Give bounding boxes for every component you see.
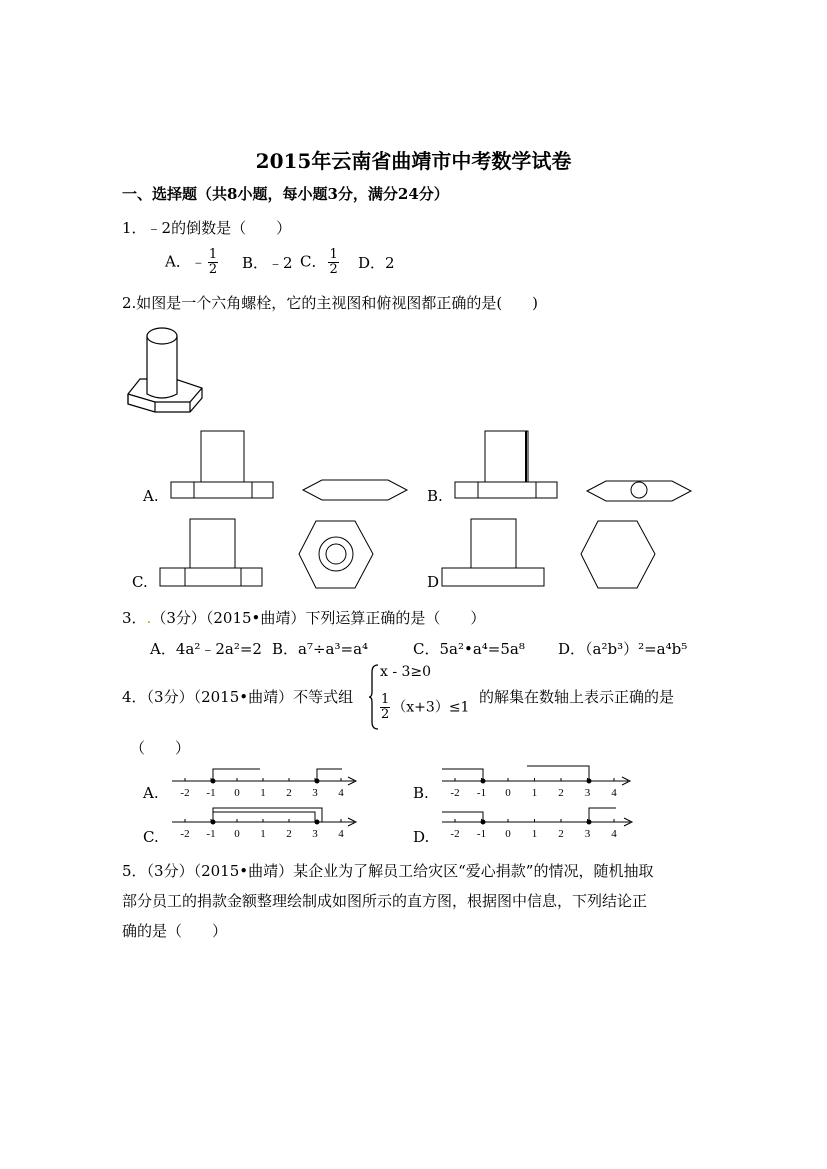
q3-option-d: D．（a²b³）²=a⁴b⁵ bbox=[558, 640, 688, 658]
q4-c-point-right bbox=[315, 820, 320, 825]
q3-stem bbox=[122, 607, 485, 628]
q1-option-b: B．﹣2 bbox=[242, 254, 293, 272]
q2-option-a-front-view bbox=[170, 430, 274, 500]
q4-stem-b: 的解集在数轴上表示正确的是 bbox=[479, 688, 675, 706]
q4-tick-label-c-1: -1 bbox=[206, 828, 216, 840]
q4-tick-label-c-4: 2 bbox=[286, 828, 292, 840]
section-heading: 一、选择题（共8小题，每小题3分，满分24分） bbox=[122, 185, 449, 203]
q4-tick-label-d-0: -2 bbox=[450, 828, 460, 840]
q2-label-b: B. bbox=[427, 487, 443, 505]
q4-ineq2-rest: （x+3）≤1 bbox=[392, 699, 470, 716]
q4-stem-a: 4．（3分）（2015•曲靖）不等式组 bbox=[122, 688, 354, 706]
q4-tick-label-d-4: 2 bbox=[558, 828, 564, 840]
q4-tick-label-b-4: 2 bbox=[558, 787, 564, 799]
q3-stem-text: （3分）（2015•曲靖）下列运算正确的是（ ） bbox=[151, 609, 486, 627]
q3-option-b: B．a⁷÷a³=a⁴ bbox=[272, 640, 369, 658]
q1-stem: 1．﹣2的倒数是（ ） bbox=[122, 219, 292, 237]
q4-tick-label-d-6: 4 bbox=[611, 828, 617, 840]
q4-tick-label-d-1: -1 bbox=[476, 828, 487, 840]
q4-label-d: D. bbox=[413, 828, 430, 846]
q4-tick-label-a-4: 2 bbox=[286, 787, 292, 799]
q1-option-a-fraction bbox=[208, 248, 218, 277]
q4-ineq2-denominator: 2 bbox=[381, 707, 390, 722]
q4-b-point-left bbox=[481, 779, 486, 784]
q4-ineq2-numerator: 1 bbox=[381, 692, 390, 707]
q1-option-c-fraction bbox=[328, 248, 338, 277]
q4-tick-label-a-5: 3 bbox=[312, 787, 318, 799]
q4-tick-label-b-6: 4 bbox=[611, 787, 617, 799]
q4-d-point-right bbox=[587, 820, 592, 825]
q4-d-point-left bbox=[481, 820, 486, 825]
q2-label-d: D bbox=[427, 573, 440, 591]
q1-a-numerator: 1 bbox=[208, 247, 218, 262]
q2-option-c-top-view bbox=[298, 520, 374, 590]
q2-label-c: C. bbox=[132, 573, 148, 591]
q4-number-line-c bbox=[170, 804, 362, 844]
q4-tick-label-c-0: -2 bbox=[180, 828, 190, 840]
q2-option-b-top-view bbox=[586, 478, 692, 504]
q4-tick-label-b-1: -1 bbox=[476, 787, 487, 799]
q2-stem: 2.如图是一个六角螺栓，它的主视图和俯视图都正确的是( ) bbox=[122, 294, 539, 312]
q4-a-point-left bbox=[211, 779, 216, 784]
q4-tick-label-b-3: 1 bbox=[531, 787, 538, 799]
q1-option-c bbox=[300, 248, 341, 277]
q4-inequality-2 bbox=[378, 693, 469, 722]
q4-number-line-d bbox=[440, 804, 636, 844]
q4-tick-label-b-2: 0 bbox=[505, 787, 511, 799]
q4-tick-label-a-1: -1 bbox=[206, 787, 216, 799]
q5-line-1: 5．（3分）（2015•曲靖）某企业为了解员工给灾区“爱心捐款”的情况，随机抽取 bbox=[122, 862, 654, 880]
q4-label-a: A. bbox=[143, 784, 159, 802]
q4-tick-label-c-3: 1 bbox=[260, 828, 266, 840]
q4-b-point-right bbox=[587, 779, 592, 784]
q3-option-c: C．5a²•a⁴=5a⁸ bbox=[413, 640, 525, 658]
q1-option-c-label: C． bbox=[300, 252, 327, 271]
q4-label-b: B. bbox=[413, 784, 429, 802]
q2-option-b-front-view bbox=[454, 430, 558, 500]
q1-c-numerator: 1 bbox=[329, 247, 338, 262]
q1-a-denominator: 2 bbox=[208, 262, 218, 277]
q3-option-a: A．4a²﹣2a²=2 bbox=[150, 640, 262, 658]
q4-number-line-b bbox=[440, 760, 632, 802]
q4-tick-label-a-0: -2 bbox=[180, 787, 190, 799]
q2-option-a-top-view bbox=[302, 478, 408, 502]
q1-option-d: D．2 bbox=[358, 254, 395, 272]
q4-tick-label-d-5: 3 bbox=[584, 828, 591, 840]
q4-answer-paren: （ ） bbox=[130, 739, 191, 757]
q1-option-a-label: A．﹣ bbox=[165, 252, 206, 271]
q4-tick-label-c-6: 4 bbox=[338, 828, 344, 840]
q4-tick-label-d-2: 0 bbox=[505, 828, 511, 840]
q4-tick-label-a-3: 1 bbox=[260, 787, 266, 799]
q4-tick-label-d-3: 1 bbox=[531, 828, 538, 840]
q4-a-point-right bbox=[315, 779, 320, 784]
q5-line-2: 部分员工的捐款金额整理绘制成如图所示的直方图，根据图中信息，下列结论正 bbox=[122, 892, 648, 910]
q5-line-3: 确的是（ ） bbox=[122, 922, 228, 940]
q4-label-c: C. bbox=[143, 828, 159, 846]
page-title: 2015年云南省曲靖市中考数学试卷 bbox=[255, 149, 572, 173]
q4-tick-label-b-5: 3 bbox=[584, 787, 591, 799]
hex-bolt-figure bbox=[125, 322, 207, 428]
q4-tick-label-a-6: 4 bbox=[338, 787, 344, 799]
q2-option-c-front-view bbox=[159, 518, 263, 588]
q4-c-point-left bbox=[211, 820, 216, 825]
q2-option-d-front-view bbox=[441, 518, 545, 588]
q2-label-a: A. bbox=[143, 487, 159, 505]
q1-c-denominator: 2 bbox=[329, 262, 338, 277]
q4-tick-label-c-5: 3 bbox=[312, 828, 318, 840]
q4-tick-label-c-2: 0 bbox=[234, 828, 240, 840]
q1-option-a bbox=[165, 248, 220, 277]
q2-option-d-top-view bbox=[580, 520, 656, 590]
q4-tick-label-b-0: -2 bbox=[450, 787, 460, 799]
q4-inequality-1: x - 3≥0 bbox=[380, 664, 432, 680]
q4-tick-label-a-2: 0 bbox=[234, 787, 240, 799]
q4-ineq2-fraction bbox=[380, 693, 390, 722]
q4-number-line-a bbox=[170, 764, 362, 802]
q3-number: 3． bbox=[122, 609, 147, 627]
q3-mark: . bbox=[146, 609, 152, 627]
